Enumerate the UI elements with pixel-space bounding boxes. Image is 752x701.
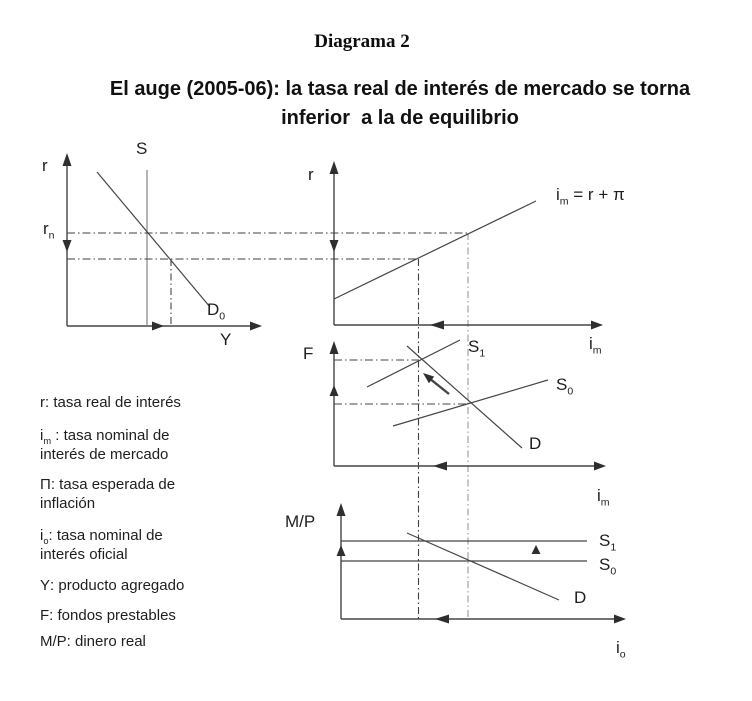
money-rise-arrow-icon <box>337 545 346 556</box>
fisher-y-axis-label: r <box>308 165 314 184</box>
output-demand-curve <box>97 172 210 307</box>
money-demand-curve <box>407 533 559 600</box>
money-x-axis-arrow-icon <box>614 615 626 624</box>
fisher-x-axis-arrow-icon <box>591 321 603 330</box>
rate-drop-arrow-icon <box>63 240 72 252</box>
funds-x-axis-arrow-icon <box>594 462 606 471</box>
legend-item-mp: M/P: dinero real <box>40 633 146 650</box>
funds-rise-arrow-icon <box>330 385 339 396</box>
funds-demand-label: D <box>529 434 542 453</box>
legend-item-y: Y: producto agregado <box>40 577 185 594</box>
fisher-line <box>334 201 536 299</box>
legend-item-io-line2: interés oficial <box>40 546 128 563</box>
legend-item-io: $i_o$: tasa nominal de interés oficial <box>40 526 240 564</box>
output-market-panel <box>63 153 263 331</box>
subtitle-line-1: El auge (2005-06): la tasa real de interés de mercado se torna <box>109 78 691 100</box>
legend-item-pi-line2: inflación <box>40 495 96 512</box>
fisher-rate-drop-arrow-icon <box>330 240 339 252</box>
fisher-x-axis-label: $i_m$ <box>589 334 602 357</box>
funds-supply1-label: $S_1$ <box>468 337 486 360</box>
legend-item-im: $i_m$ : tasa nominal de interés de mercado <box>40 426 240 464</box>
output-shift-arrow-icon <box>152 322 164 331</box>
money-shift-up-triangle-icon <box>532 545 541 554</box>
funds-x-axis-label: $i_m$ <box>597 486 610 509</box>
money-leftward-arrow-icon <box>435 615 449 624</box>
subtitle-line-2: inferior a la de equilibrio <box>281 107 519 129</box>
natural-rate-label: $r_n$ <box>43 219 55 242</box>
funds-supply0-label: $S_0$ <box>556 375 574 398</box>
money-x-axis-label: $i_o$ <box>616 638 626 661</box>
funds-leftward-arrow-icon <box>433 462 447 471</box>
output-y-axis-label: r <box>42 156 48 175</box>
legend-item-im-line2: interés de mercado <box>40 446 169 463</box>
output-x-axis-label: Y <box>220 330 232 349</box>
money-supply0-label: $S_0$ <box>599 555 617 578</box>
legend-item-r: r: tasa real de interés <box>40 394 181 411</box>
funds-y-axis-label: F <box>303 344 314 363</box>
funds-demand-curve <box>407 346 522 448</box>
fisher-leftward-arrow-icon <box>430 321 444 330</box>
output-y-axis-arrow-icon <box>63 153 72 166</box>
fisher-y-axis-arrow-icon <box>330 161 339 174</box>
funds-y-axis-arrow-icon <box>330 341 339 354</box>
money-demand-label: D <box>574 588 587 607</box>
output-demand-label: $D_0$ <box>207 300 226 323</box>
money-y-axis-label: M/P <box>285 512 316 531</box>
money-y-axis-arrow-icon <box>337 503 346 516</box>
legend-item-f: F: fondos prestables <box>40 607 176 624</box>
output-x-axis-arrow-icon <box>250 322 262 331</box>
page-title: Diagrama 2 <box>314 31 410 52</box>
output-supply-label: S <box>136 139 148 158</box>
legend-item-pi: Π: tasa esperada de inflación <box>40 475 240 513</box>
money-supply1-label: $S_1$ <box>599 531 617 554</box>
fisher-equation-label: $i_m = r + \pi$ <box>556 185 625 208</box>
